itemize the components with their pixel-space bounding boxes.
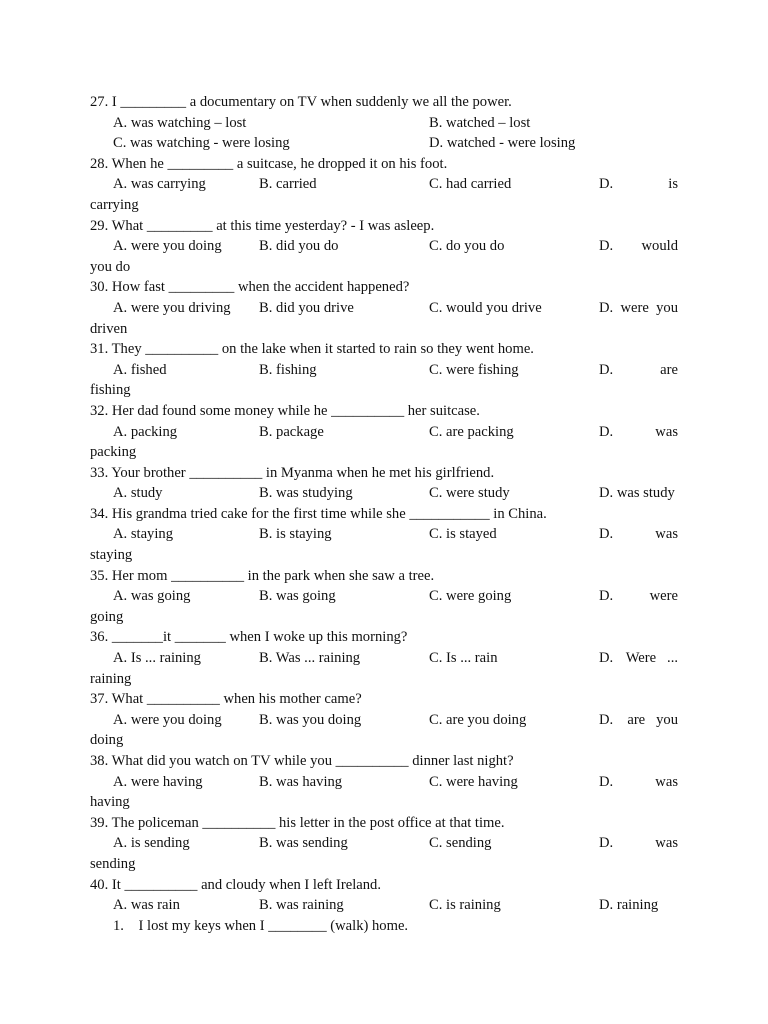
options-row (90, 422, 678, 443)
option-d-wrap: having (90, 794, 130, 811)
question-40 (90, 875, 678, 896)
worksheet (90, 92, 678, 936)
question-31 (90, 339, 678, 360)
option-d (599, 174, 678, 195)
question-stem: 38. What did you watch on TV while you __________ dinner last night? (90, 753, 514, 769)
question-stem: 36. _______it _______ when I woke up this morning? (90, 629, 408, 646)
option-d (599, 524, 678, 545)
question-stem: 29. What _________ at this time yesterday? - I was asleep. (90, 217, 435, 234)
question-stem: 39. The policeman __________ his letter in the post office at that time. (90, 814, 505, 831)
option-a: A. packing (113, 423, 178, 440)
option-c: C. do you do (429, 238, 505, 255)
option-d-letter: D. (599, 711, 614, 728)
options-row (90, 298, 678, 319)
question-stem: 33. Your brother __________ in Myanma when he met his girlfriend. (90, 464, 495, 481)
question-stem: 32. Her dad found some money while he __________ her suitcase. (90, 402, 480, 419)
option-a: A. is sending (113, 835, 190, 852)
question-29 (90, 216, 678, 237)
option-d: D. raining (599, 897, 659, 914)
option-d-letter: D. (599, 773, 614, 790)
question-33 (90, 463, 678, 484)
options-row (90, 586, 678, 607)
option-a: A. was rain (113, 897, 180, 914)
options-row (90, 710, 678, 731)
option-d-wrap: fishing (90, 382, 131, 399)
option-d (599, 648, 678, 669)
option-a: A. were you driving (113, 299, 231, 316)
options-row (90, 174, 678, 195)
option-c: C. Is ... rain (429, 650, 498, 667)
question-39 (90, 813, 678, 834)
option-a: A. was watching – lost (113, 114, 247, 131)
question-27 (90, 92, 678, 113)
options-row (90, 236, 678, 257)
option-d-text: was (655, 835, 678, 852)
option-d-text: are (660, 361, 678, 378)
options-row (90, 772, 678, 793)
option-d-text: was (655, 423, 678, 440)
option-d: D. was study (599, 485, 675, 502)
option-b: B. watched – lost (429, 114, 531, 131)
option-c: C. were fishing (429, 361, 519, 378)
option-c: C. had carried (429, 176, 512, 193)
option-d-wrap: driven (90, 320, 128, 337)
option-b: B. was going (259, 588, 336, 605)
option-d-text: Were ... (625, 650, 678, 667)
options-row (90, 895, 678, 916)
option-a: A. were you doing (113, 238, 222, 255)
option-d-wrap: raining (90, 670, 132, 687)
option-d-letter: D. (599, 361, 614, 378)
option-c: C. are packing (429, 423, 514, 440)
option-c: C. is stayed (429, 526, 497, 543)
option-b: B. package (259, 423, 324, 440)
option-b: B. was you doing (259, 711, 362, 728)
option-d-wrap: doing (90, 732, 124, 749)
option-a: A. was carrying (113, 176, 206, 193)
option-a: A. study (113, 485, 163, 502)
option-d-letter: D. (599, 588, 614, 605)
question-37 (90, 689, 678, 710)
option-d-letter: D. (599, 423, 614, 440)
option-d (599, 586, 678, 607)
question-32 (90, 401, 678, 422)
option-d-letter: D. (599, 526, 614, 543)
option-c: C. sending (429, 835, 492, 852)
exercise-item-1: 1. I lost my keys when I ________ (walk) home. (113, 917, 409, 934)
option-d-text: were you (620, 299, 678, 316)
question-stem: 28. When he _________ a suitcase, he dropped it on his foot. (90, 155, 448, 172)
option-d-wrap: you do (90, 258, 131, 275)
option-d-wrap: staying (90, 547, 133, 564)
options-row (90, 648, 678, 669)
options-row (90, 113, 678, 134)
option-d (599, 833, 678, 854)
question-stem: 30. How fast _________ when the accident happened? (90, 279, 410, 296)
option-d-letter: D. (599, 238, 614, 255)
option-c: C. are you doing (429, 711, 527, 728)
option-c: C. is raining (429, 897, 501, 914)
option-a: A. were having (113, 773, 203, 790)
option-c: C. was watching - were losing (113, 135, 290, 152)
option-d (599, 360, 678, 381)
options-row (90, 833, 678, 854)
option-b: B. fishing (259, 361, 317, 378)
option-d-wrap: going (90, 608, 124, 625)
option-b: B. did you do (259, 238, 339, 255)
option-d-wrap: carrying (90, 196, 139, 213)
option-b: B. Was ... raining (259, 650, 361, 667)
option-d-text: was (655, 773, 678, 790)
option-d-text: is (668, 176, 678, 193)
option-d-letter: D. (599, 650, 614, 667)
option-c: C. were going (429, 588, 512, 605)
option-a: A. was going (113, 588, 191, 605)
question-36 (90, 627, 678, 648)
option-c: C. would you drive (429, 299, 542, 316)
option-c: C. were study (429, 485, 510, 502)
question-35 (90, 566, 678, 587)
option-d: D. watched - were losing (429, 135, 576, 152)
question-stem: 37. What __________ when his mother came? (90, 691, 362, 708)
option-b: B. carried (259, 176, 317, 193)
question-28 (90, 154, 678, 175)
option-b: B. is staying (259, 526, 332, 543)
option-b: B. did you drive (259, 299, 354, 316)
option-b: B. was sending (259, 835, 348, 852)
options-row (90, 524, 678, 545)
option-d (599, 298, 678, 319)
question-34 (90, 504, 678, 525)
question-30 (90, 277, 678, 298)
option-d-letter: D. (599, 176, 614, 193)
option-d-letter: D. (599, 299, 614, 316)
option-d-text: would (641, 238, 678, 255)
option-b: B. was having (259, 773, 343, 790)
option-d (599, 710, 678, 731)
question-stem: 34. His grandma tried cake for the first time while she ___________ in China. (90, 505, 547, 522)
question-stem: 27. I _________ a documentary on TV when suddenly we all the power. (90, 94, 512, 110)
options-row (90, 483, 678, 504)
option-b: B. was studying (259, 485, 353, 502)
option-d-text: are you (627, 711, 678, 728)
option-b: B. was raining (259, 897, 344, 914)
option-d-text: were (649, 588, 678, 605)
question-38 (90, 751, 678, 772)
option-d-letter: D. (599, 835, 614, 852)
options-row (90, 360, 678, 381)
options-row (90, 133, 678, 154)
option-a: A. were you doing (113, 711, 222, 728)
option-d (599, 236, 678, 257)
question-stem: 35. Her mom __________ in the park when she saw a tree. (90, 567, 435, 584)
option-a: A. staying (113, 526, 173, 543)
option-d-wrap: packing (90, 444, 137, 461)
option-d (599, 422, 678, 443)
option-a: A. fished (113, 361, 167, 378)
option-a: A. Is ... raining (113, 650, 201, 667)
option-d-text: was (655, 526, 678, 543)
option-d (599, 772, 678, 793)
question-stem: 31. They __________ on the lake when it started to rain so they went home. (90, 341, 534, 358)
option-d-wrap: sending (90, 855, 136, 872)
question-stem: 40. It __________ and cloudy when I left Ireland. (90, 876, 381, 893)
option-c: C. were having (429, 773, 518, 790)
